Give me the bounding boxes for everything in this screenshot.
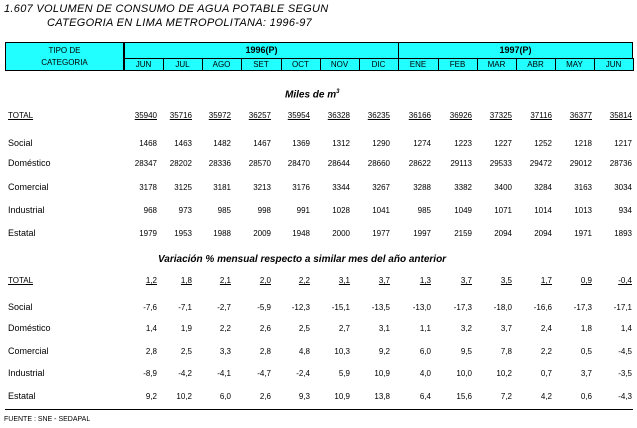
section1-row-value: 2009 (253, 229, 271, 238)
header-month: ABR (527, 60, 544, 69)
header-month: JUN (605, 60, 622, 69)
section1-row-value: 28736 (609, 159, 632, 168)
header-month: DIC (371, 60, 386, 69)
section1-row-value: 1274 (413, 139, 431, 148)
section1-row-value: 29533 (489, 159, 512, 168)
section1-row-value: 3284 (534, 183, 552, 192)
section1-row-value: 991 (296, 206, 310, 215)
header-tipo-line1: TIPO DE (48, 46, 81, 55)
section1-row-value: 2159 (454, 229, 472, 238)
section1-total-value: 35940 (134, 111, 157, 120)
section2-row-value: 6,0 (419, 347, 431, 356)
section2-row-label: Industrial (8, 368, 45, 378)
section1-row-value: 28570 (248, 159, 271, 168)
section1-total-value: 36235 (367, 111, 390, 120)
section1-row-value: 934 (618, 206, 632, 215)
section2-row-value: 1,4 (145, 324, 157, 333)
section2-row-value: -13,5 (371, 303, 390, 312)
section1-row-value: 1218 (574, 139, 592, 148)
section2-row-value: 2,5 (180, 347, 192, 356)
section1-row-value: 1468 (139, 139, 157, 148)
section2-total-value: 2,1 (219, 276, 231, 285)
section1-total-value: 37325 (489, 111, 512, 120)
section1-row-value: 3213 (253, 183, 271, 192)
section2-row-value: 3,7 (580, 369, 592, 378)
section1-row-value: 2094 (534, 229, 552, 238)
section1-row-value: 1997 (413, 229, 431, 238)
section1-row-value: 28470 (287, 159, 310, 168)
section1-row-value: 1482 (213, 139, 231, 148)
section2-row-value: -12,3 (291, 303, 310, 312)
section2-row-value: 3,7 (500, 324, 512, 333)
section2-total-value: -0,4 (618, 276, 632, 285)
header-tipo-line2: CATEGORIA (41, 58, 88, 67)
section1-total-value: 35954 (287, 111, 310, 120)
section2-row-value: 2,7 (338, 324, 350, 333)
section2-row-label: Estatal (8, 391, 36, 401)
section2-row-value: -4,3 (618, 392, 632, 401)
section1-total-value: 36377 (569, 111, 592, 120)
section1-row-value: 1028 (332, 206, 350, 215)
section2-total-value: 1,2 (145, 276, 157, 285)
section1-title: Miles de $m^3$ (285, 89, 340, 101)
header-month: JUN (135, 60, 152, 69)
section1-row-value: 2000 (332, 229, 350, 238)
section2-row-value: -4,2 (178, 369, 192, 378)
header-month: JUL (175, 60, 190, 69)
section1-row-value: 28347 (134, 159, 157, 168)
section1-row-value: 1312 (332, 139, 350, 148)
section1-total-value: 36328 (327, 111, 350, 120)
section2-row-value: -18,0 (493, 303, 512, 312)
section2-row-value: 3,2 (460, 324, 472, 333)
header-month: FEB (449, 60, 466, 69)
section2-row-value: 9,3 (298, 392, 310, 401)
section1-total-value: 36926 (449, 111, 472, 120)
section1-row-value: 3400 (494, 183, 512, 192)
section2-row-value: 4,2 (540, 392, 552, 401)
section2-total-value: 1,7 (540, 276, 552, 285)
section1-row-value: 3267 (372, 183, 390, 192)
section2-row-value: 2,2 (219, 324, 231, 333)
section2-row-value: -8,9 (143, 369, 157, 378)
section1-row-value: 2094 (494, 229, 512, 238)
header-month: MAR (487, 60, 506, 69)
section2-row-value: 13,8 (374, 392, 390, 401)
section2-row-value: 15,6 (456, 392, 472, 401)
section1-total-value: 35814 (609, 111, 632, 120)
section2-row-value: -17,3 (573, 303, 592, 312)
section2-row-value: -3,5 (618, 369, 632, 378)
section1-title-superscript: 3 (336, 89, 340, 95)
section2-row-value: -4,7 (257, 369, 271, 378)
section1-row-value: 1463 (174, 139, 192, 148)
section2-total-value: 1,8 (180, 276, 192, 285)
header-month: NOV (330, 60, 349, 69)
section2-row-value: -5,9 (257, 303, 271, 312)
section2-row-value: 10,3 (334, 347, 350, 356)
section2-row-value: -2,4 (296, 369, 310, 378)
section1-row-value: 1979 (139, 229, 157, 238)
table-title-line2: CATEGORIA EN LIMA METROPOLITANA: 1996-97 (47, 17, 313, 29)
section2-row-value: 5,9 (338, 369, 350, 378)
section2-row-value: 2,2 (540, 347, 552, 356)
section1-row-value: 3163 (574, 183, 592, 192)
section2-row-value: -4,1 (217, 369, 231, 378)
header-month: AGO (212, 60, 231, 69)
section1-row-value: 1223 (454, 139, 472, 148)
section2-row-value: 6,0 (219, 392, 231, 401)
section1-row-value: 985 (417, 206, 431, 215)
section1-row-value: 998 (257, 206, 271, 215)
section1-row-value: 28336 (208, 159, 231, 168)
section2-row-value: -2,7 (217, 303, 231, 312)
section2-row-value: -4,5 (618, 347, 632, 356)
header-month: ENE (409, 60, 427, 69)
section2-row-value: 10,0 (456, 369, 472, 378)
section2-row-value: 9,5 (460, 347, 472, 356)
section1-row-value: 28644 (327, 159, 350, 168)
section1-total-value: 35972 (208, 111, 231, 120)
section2-row-value: 9,2 (378, 347, 390, 356)
section1-row-value: 1988 (213, 229, 231, 238)
section1-row-value: 1041 (372, 206, 390, 215)
section2-row-label: Doméstico (8, 323, 51, 333)
section1-row-value: 3034 (614, 183, 632, 192)
section1-row-value: 1290 (372, 139, 390, 148)
section2-row-value: 6,4 (419, 392, 431, 401)
section2-row-value: 2,4 (540, 324, 552, 333)
header-month: SET (253, 60, 269, 69)
section2-row-value: 7,8 (500, 347, 512, 356)
section2-total-value: 0,9 (580, 276, 592, 285)
section1-row-value: 1014 (534, 206, 552, 215)
section1-total-label: TOTAL (8, 111, 34, 120)
section1-row-value: 29113 (450, 159, 472, 168)
section1-row-value: 3178 (139, 183, 157, 192)
section1-row-label: Social (8, 138, 33, 148)
section1-row-label: Estatal (8, 228, 36, 238)
section2-row-value: -13,0 (412, 303, 431, 312)
section2-row-value: 0,7 (540, 369, 552, 378)
header-month: MAY (566, 60, 583, 69)
section2-row-value: 2,5 (298, 324, 310, 333)
source-footnote: FUENTE : SNE - SEDAPAL (4, 416, 91, 423)
section1-total-value: 36166 (408, 111, 431, 120)
section1-row-value: 28622 (408, 159, 431, 168)
section2-row-value: -7,6 (143, 303, 157, 312)
section1-row-value: 1217 (614, 139, 632, 148)
section1-row-value: 1467 (253, 139, 271, 148)
section2-row-value: 2,8 (259, 347, 271, 356)
section2-row-value: 2,6 (259, 392, 271, 401)
section1-row-value: 28202 (169, 159, 192, 168)
section2-total-value: 2,2 (298, 276, 310, 285)
section1-row-label: Industrial (8, 205, 45, 215)
section2-row-label: Social (8, 302, 33, 312)
section2-row-value: 1,4 (620, 324, 632, 333)
section2-row-value: 4,0 (419, 369, 431, 378)
section2-row-value: 1,8 (580, 324, 592, 333)
header-year2: 1997(P) (499, 45, 532, 55)
section2-total-value: 3,7 (460, 276, 472, 285)
section1-row-value: 968 (143, 206, 157, 215)
section1-row-value: 1977 (372, 229, 390, 238)
section2-row-value: -7,1 (178, 303, 192, 312)
section1-row-value: 985 (217, 206, 231, 215)
section1-row-value: 1953 (174, 229, 192, 238)
section2-total-value: 3,1 (338, 276, 350, 285)
section1-row-value: 3288 (413, 183, 431, 192)
section1-row-value: 1252 (534, 139, 552, 148)
section2-row-value: 2,6 (259, 324, 271, 333)
section1-row-value: 28660 (367, 159, 390, 168)
section1-row-value: 1893 (614, 229, 632, 238)
section2-row-value: -17,3 (453, 303, 472, 312)
section2-row-value: 0,5 (580, 347, 592, 356)
section1-row-value: 1227 (494, 139, 512, 148)
table-title-line1: 1.607 VOLUMEN DE CONSUMO DE AGUA POTABLE SEGUN (4, 3, 329, 15)
section2-total-value: 3,5 (500, 276, 512, 285)
section2-row-value: 10,9 (334, 392, 350, 401)
section1-row-label: Doméstico (8, 158, 51, 168)
section2-row-label: Comercial (8, 346, 49, 356)
section2-row-value: 7,2 (500, 392, 512, 401)
section1-row-value: 1049 (454, 206, 472, 215)
section1-row-value: 973 (178, 206, 192, 215)
section2-row-value: 3,3 (219, 347, 231, 356)
section2-row-value: 1,1 (419, 324, 431, 333)
section2-row-value: 2,8 (145, 347, 157, 356)
header-year1: 1996(P) (245, 45, 278, 55)
section1-total-value: 35716 (169, 111, 192, 120)
section2-row-value: 10,9 (374, 369, 390, 378)
table-bottom-rule (5, 409, 633, 410)
section1-row-value: 1369 (292, 139, 310, 148)
section1-row-value: 29472 (529, 159, 552, 168)
section1-row-value: 1948 (292, 229, 310, 238)
section2-row-value: -15,1 (331, 303, 350, 312)
section1-row-value: 3382 (454, 183, 472, 192)
section2-total-label: TOTAL (8, 276, 34, 285)
section1-row-value: 1013 (574, 206, 592, 215)
section1-row-value: 29012 (569, 159, 592, 168)
section2-row-value: 0,6 (580, 392, 592, 401)
header-month: OCT (292, 60, 309, 69)
section1-total-value: 36257 (248, 111, 271, 120)
section2-title: Variación % mensual respecto a similar mes del año anterior (158, 254, 447, 265)
section2-total-value: 1,3 (419, 276, 431, 285)
section1-row-value: 3176 (292, 183, 310, 192)
section2-row-value: 4,8 (298, 347, 310, 356)
section1-row-value: 3344 (332, 183, 350, 192)
section1-row-value: 3181 (213, 183, 231, 192)
section1-total-value: 37116 (530, 111, 552, 120)
section1-row-value: 3125 (174, 183, 192, 192)
section1-row-value: 1971 (574, 229, 592, 238)
section2-row-value: -17,1 (613, 303, 632, 312)
section2-row-value: 10,2 (176, 392, 192, 401)
section2-row-value: 10,2 (496, 369, 512, 378)
section2-total-value: 2,0 (259, 276, 271, 285)
section2-row-value: -16,6 (533, 303, 552, 312)
section2-total-value: 3,7 (378, 276, 390, 285)
section1-row-label: Comercial (8, 182, 49, 192)
section1-row-value: 1071 (494, 206, 512, 215)
section2-row-value: 1,9 (180, 324, 192, 333)
section2-row-value: 3,1 (378, 324, 390, 333)
section2-row-value: 9,2 (145, 392, 157, 401)
